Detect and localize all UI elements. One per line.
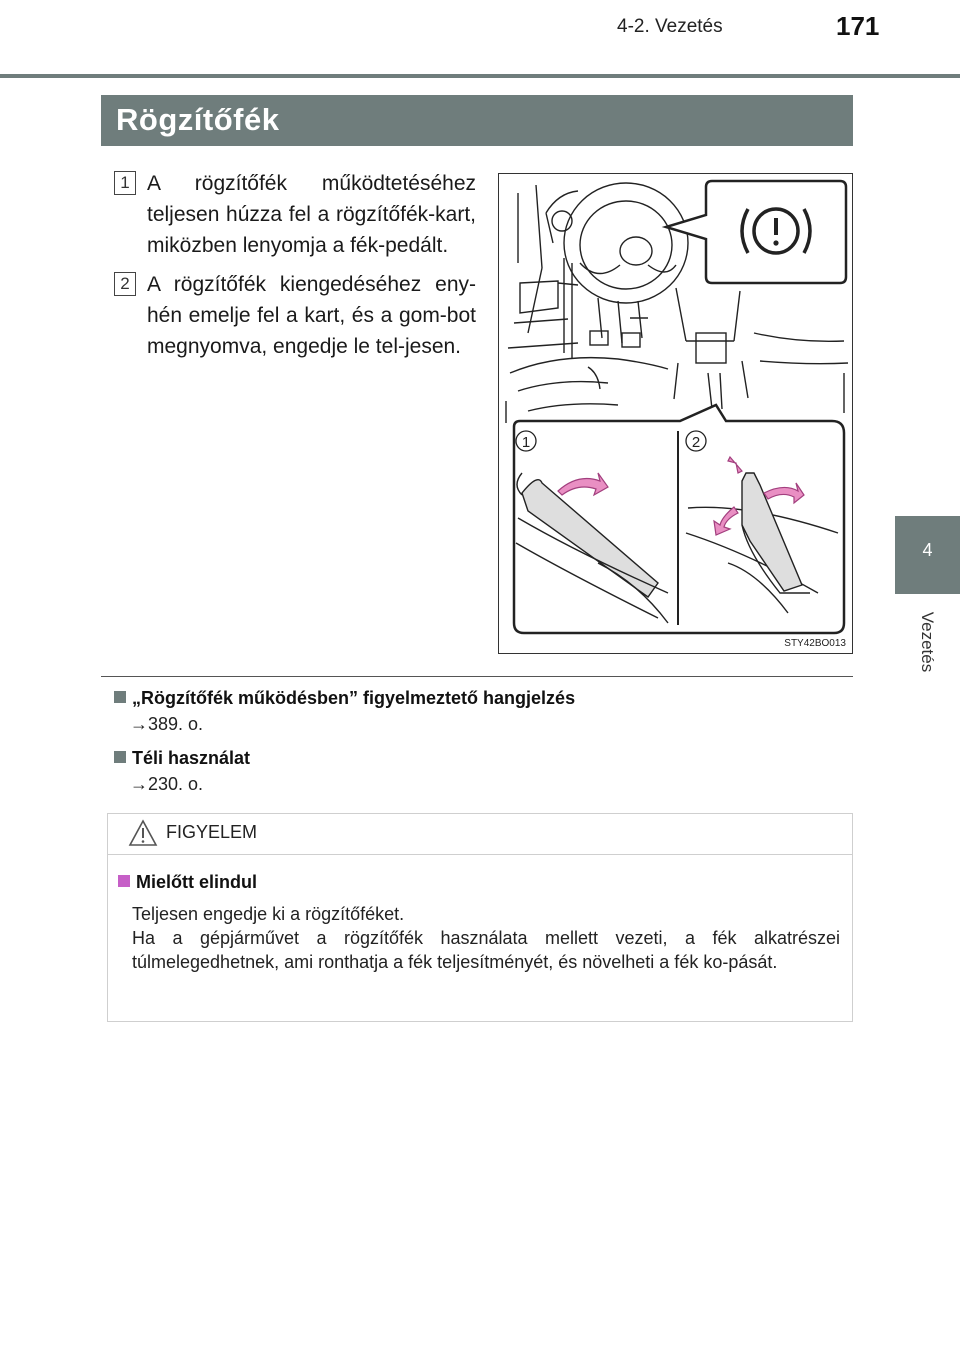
- chapter-number: 4: [922, 540, 933, 560]
- warning-subheading: Mielőtt elindul: [118, 872, 257, 893]
- page-number: 171: [836, 11, 880, 41]
- step-number: 2: [114, 272, 136, 296]
- warning-triangle-icon: [128, 819, 158, 847]
- step-number: 1: [114, 171, 136, 195]
- square-bullet-icon: [114, 691, 126, 703]
- section-divider: [101, 676, 853, 677]
- warning-label: FIGYELEM: [166, 822, 258, 842]
- callout-1-label: 1: [521, 434, 531, 451]
- warning-header: [108, 814, 852, 855]
- warning-line: Teljesen engedje ki a rögzítőféket.: [132, 904, 405, 924]
- note-heading: „Rögzítőfék működésben” figyelmeztető hangjelzés: [114, 685, 854, 711]
- section-title-bar: [101, 95, 853, 146]
- chapter-tab: [895, 516, 960, 594]
- step-1: [114, 168, 476, 261]
- note-page-reference: →389. o.: [130, 714, 204, 734]
- square-bullet-icon: [114, 751, 126, 763]
- header-section: 4-2. Vezetés: [617, 16, 723, 37]
- figure-code: STY42BO013: [784, 638, 846, 649]
- steps-list: [114, 168, 476, 362]
- header-rule: [0, 74, 960, 78]
- square-bullet-icon: [118, 875, 130, 887]
- note-page-reference: →230. o.: [130, 774, 204, 794]
- step-text: A rögzítőfék kiengedéséhez eny-hén emelje fel a kart, és a gom-bot megnyomva, engedje le tel-jesen.: [147, 273, 476, 358]
- chapter-title: Vezetés: [918, 611, 937, 673]
- callout-2-label: 2: [691, 434, 701, 451]
- note-heading: Téli használat: [114, 745, 854, 771]
- step-text: A rögzítőfék működtetéséhez teljesen húzza fel a rögzítőfék-kart, miközben lenyomja a fék-pedált.: [147, 172, 476, 257]
- warning-text: [132, 902, 840, 974]
- warning-paragraph: Ha a gépjárművet a rögzítőfék használata mellett vezeti, a fék alkatrészei túlmelegedhetnek, ami ronthatja a fék teljesítményét, és növelheti a fék ko-pását.: [132, 928, 840, 972]
- notes-list: [114, 685, 854, 805]
- step-2: [114, 269, 476, 362]
- page-title: Rögzítőfék: [116, 102, 280, 137]
- warning-box: [107, 813, 853, 1022]
- parking-brake-illustration: [498, 173, 853, 654]
